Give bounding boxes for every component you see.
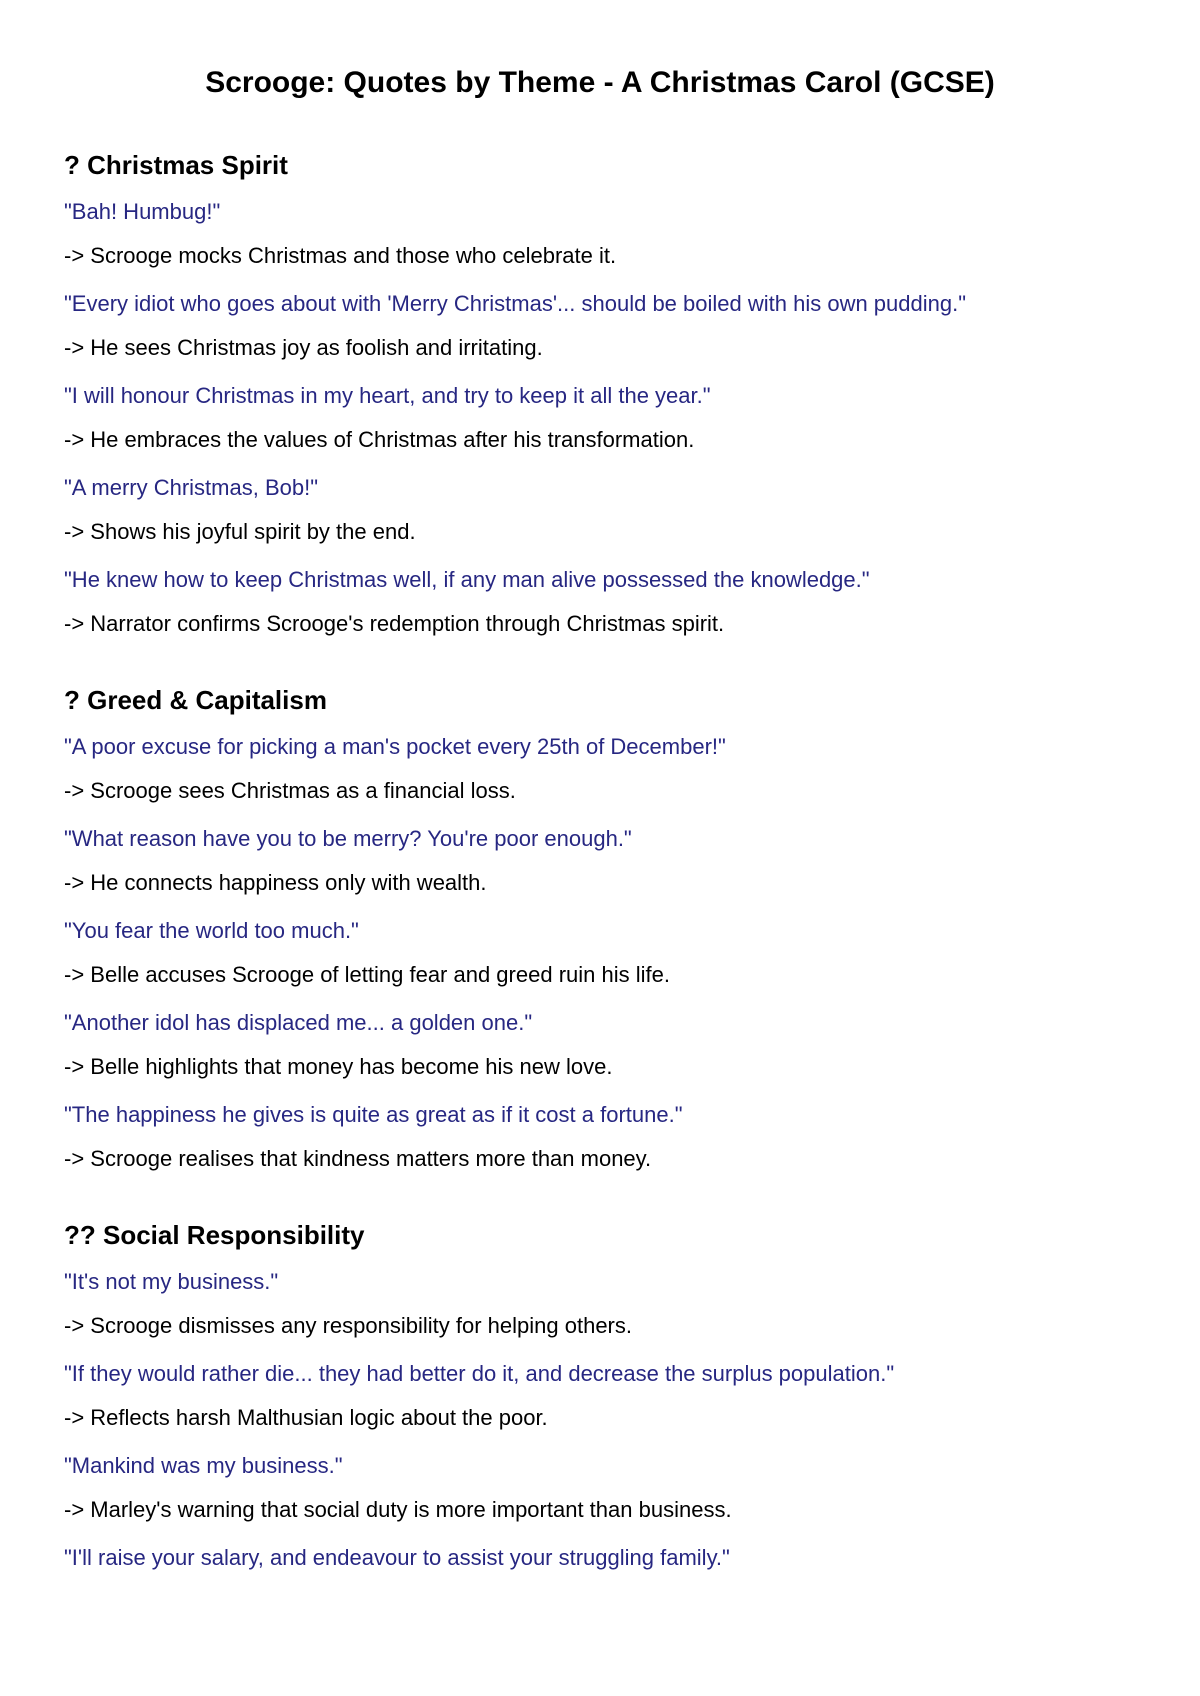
quote-entry xyxy=(64,1267,1144,1341)
quote-entry xyxy=(64,916,1144,990)
quote-text: "I will honour Christmas in my heart, and try to keep it all the year." xyxy=(64,383,711,408)
quote-text: "If they would rather die... they had better do it, and decrease the surplus population." xyxy=(64,1361,895,1386)
quote-entry xyxy=(64,565,1144,639)
quote-entry xyxy=(64,1100,1144,1174)
quote-text: "It's not my business." xyxy=(64,1269,279,1294)
quote-text: "A poor excuse for picking a man's pocket every 25th of December!" xyxy=(64,734,726,759)
quote-note: -> He connects happiness only with wealth. xyxy=(64,870,487,895)
quote-text: "A merry Christmas, Bob!" xyxy=(64,475,319,500)
quote-entry xyxy=(64,1008,1144,1082)
quote-note: -> Marley's warning that social duty is more important than business. xyxy=(64,1497,732,1522)
quote-entry xyxy=(64,473,1144,547)
quote-entry xyxy=(64,289,1144,363)
quote-text: "Bah! Humbug!" xyxy=(64,199,221,224)
quote-note: -> Belle accuses Scrooge of letting fear and greed ruin his life. xyxy=(64,962,670,987)
quote-text: "I'll raise your salary, and endeavour to assist your struggling family." xyxy=(64,1545,730,1570)
quote-note: -> Belle highlights that money has become his new love. xyxy=(64,1054,613,1079)
quote-note: -> He sees Christmas joy as foolish and irritating. xyxy=(64,335,543,360)
quote-text: "What reason have you to be merry? You're poor enough." xyxy=(64,826,632,851)
quote-entry xyxy=(64,1451,1144,1525)
quote-note: -> Scrooge realises that kindness matters more than money. xyxy=(64,1146,652,1171)
section-christmas-spirit xyxy=(64,147,1144,657)
quote-entry xyxy=(64,381,1144,455)
quote-entry xyxy=(64,1359,1144,1433)
quote-text: "Every idiot who goes about with 'Merry Christmas'... should be boiled with his own pudding." xyxy=(64,291,967,316)
section-heading: ? Greed & Capitalism xyxy=(64,685,327,715)
quote-note: -> Scrooge dismisses any responsibility for helping others. xyxy=(64,1313,632,1338)
quote-note: -> Shows his joyful spirit by the end. xyxy=(64,519,416,544)
quote-text: "Another idol has displaced me... a golden one." xyxy=(64,1010,533,1035)
section-heading: ? Christmas Spirit xyxy=(64,150,288,180)
quote-text: "The happiness he gives is quite as great as if it cost a fortune." xyxy=(64,1102,683,1127)
quote-note: -> Scrooge mocks Christmas and those who celebrate it. xyxy=(64,243,617,268)
quote-entry xyxy=(64,732,1144,806)
quote-entry xyxy=(64,824,1144,898)
quote-note: -> Scrooge sees Christmas as a financial loss. xyxy=(64,778,516,803)
quote-entry xyxy=(64,1543,1144,1573)
quote-note: -> He embraces the values of Christmas after his transformation. xyxy=(64,427,695,452)
quote-entry xyxy=(64,197,1144,271)
quote-text: "You fear the world too much." xyxy=(64,918,359,943)
quote-note: -> Reflects harsh Malthusian logic about the poor. xyxy=(64,1405,548,1430)
quote-text: "He knew how to keep Christmas well, if any man alive possessed the knowledge." xyxy=(64,567,870,592)
document-title: Scrooge: Quotes by Theme - A Christmas Carol (GCSE) xyxy=(205,66,995,99)
quote-note: -> Narrator confirms Scrooge's redemption through Christmas spirit. xyxy=(64,611,725,636)
quote-text: "Mankind was my business." xyxy=(64,1453,343,1478)
section-greed-capitalism xyxy=(64,682,1144,1192)
section-heading: ?? Social Responsibility xyxy=(64,1220,365,1250)
section-social-responsibility xyxy=(64,1217,1144,1587)
